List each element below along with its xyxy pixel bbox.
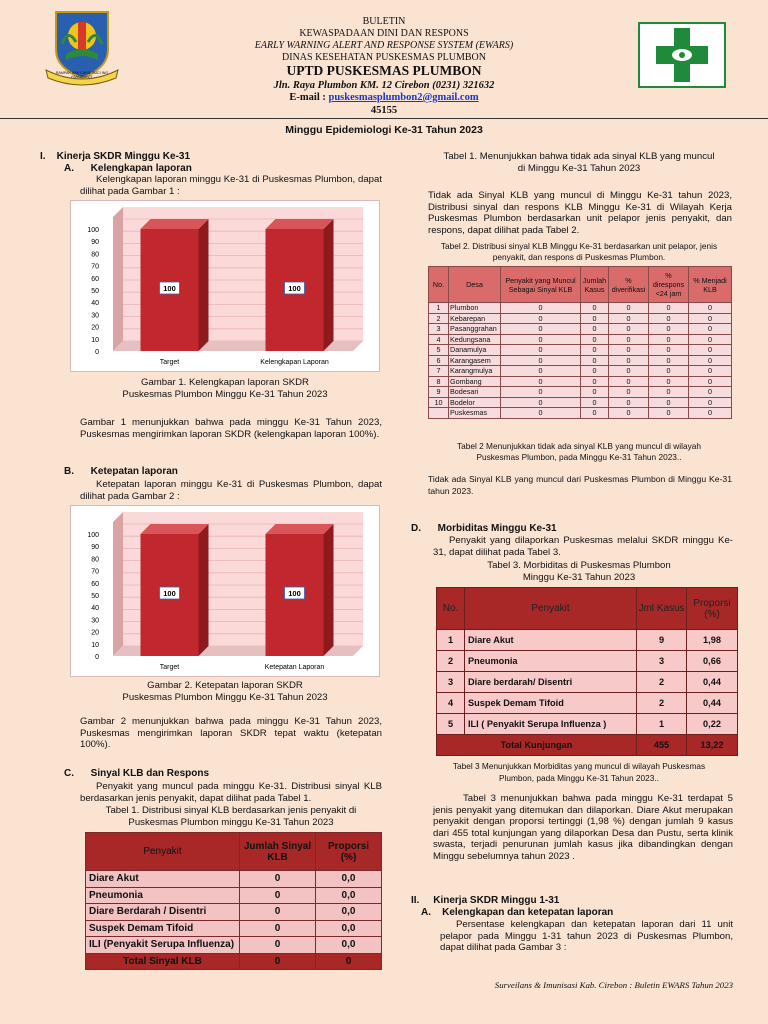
bulletin-label: BULETIN [362, 16, 406, 27]
t2-cell-no: 4 [429, 334, 449, 345]
chart-2-svg [71, 506, 381, 678]
t3-row [437, 651, 738, 672]
bulletin-subtitle: KEWASPADAAN DINI DAN RESPONS [299, 28, 469, 39]
t2-cell-direspons: 0 [649, 376, 689, 387]
t1-cell-proporsi: 0,0 [316, 920, 382, 937]
t3-cell-penyakit: Diare berdarah/ Disentri [465, 672, 637, 693]
t1-row [86, 871, 382, 888]
t1-cell-proporsi: 0,0 [316, 937, 382, 954]
chart-1-svg [71, 201, 381, 373]
t3-cell-jml: 1 [637, 714, 687, 735]
t2-cell-diverifikasi: 0 [609, 313, 649, 324]
t1-total-value: 0 [240, 953, 316, 970]
t3-row [437, 693, 738, 714]
right-paragraph-3: Tabel 3 menunjukkan bahwa pada minggu Ke-31 terdapat 5 jenis penyakit yang ditemukan dan dilaporkan. Diare Akut merupakan penyakit dengan proporsi tertinggi (1,98 %) dengan jumlah 9 kasus dari 455 total kunjungan yang dilaporkan Desa dan Pustu, serta klinik swasta, terjadi penurunan jumlah kasus jika dibandingkan dengan Minggu sebelumnya tahun 2023 . [433, 793, 733, 862]
week-title: Minggu Epidemiologi Ke-31 Tahun 2023 [285, 124, 483, 136]
t2-cell-jumlah: 0 [581, 313, 609, 324]
t2-cell-jumlah: 0 [581, 334, 609, 345]
chart-ytick-label: 40 [91, 605, 99, 613]
t1-header-proporsi [316, 833, 382, 871]
chart-2 [70, 505, 380, 677]
t2-cell-no: 3 [429, 324, 449, 335]
chart-side-wall [113, 512, 123, 656]
t1-header-jumlah-line2: KLB [267, 851, 288, 863]
t3-row [437, 672, 738, 693]
t2-header-diverifikasi: % diverifikasi [609, 267, 649, 303]
postcode: 45155 [370, 105, 398, 116]
table-2 [428, 266, 732, 419]
chart-category-label: Target [159, 359, 180, 366]
t2-cell-penyakit: 0 [501, 355, 581, 366]
t2-cell-diverifikasi: 0 [609, 376, 649, 387]
t2-cell-desa: Danamulya [449, 345, 501, 356]
t1-cell-jumlah: 0 [240, 920, 316, 937]
chart-category-label: Ketepatan Laporan [264, 664, 325, 671]
chart-ytick-label: 60 [91, 580, 99, 588]
table1-caption-2: Puskesmas Plumbon minggu Ke-31 Tahun 2023 [128, 817, 334, 828]
t1-header-proporsi-line1: Proporsi [327, 840, 370, 852]
t2-cell-klb: 0 [689, 408, 732, 419]
t2-row [429, 397, 732, 408]
t2-cell-diverifikasi: 0 [609, 408, 649, 419]
chart-ytick-label: 80 [91, 556, 99, 564]
section-1-title: I. Kinerja SKDR Minggu Ke-31 [40, 151, 191, 162]
chart-ytick-label: 20 [91, 629, 99, 637]
chart-bar-side [199, 524, 209, 656]
t3-cell-proporsi: 1,98 [687, 630, 738, 651]
t3-cell-no: 4 [437, 693, 465, 714]
uptd-title: UPTD PUSKESMAS PLUMBON [286, 63, 482, 78]
chart-ytick-label: 60 [91, 275, 99, 283]
t2-note-1: Tabel 2 Menunjukkan tidak ada sinyal KLB yang muncul di wilayah [457, 441, 701, 451]
t2-row [429, 345, 732, 356]
t2-cell-no [429, 408, 449, 419]
chart-ytick-label: 90 [91, 239, 99, 247]
t2-cell-klb: 0 [689, 366, 732, 377]
t2-cell-no: 5 [429, 345, 449, 356]
t1-header-penyakit: Penyakit [86, 833, 240, 871]
t2-cell-diverifikasi: 0 [609, 366, 649, 377]
t3-cell-jml: 3 [637, 651, 687, 672]
t2-cell-penyakit: 0 [501, 313, 581, 324]
t2-cell-klb: 0 [689, 324, 732, 335]
t2-cell-jumlah: 0 [581, 324, 609, 335]
t2-cell-klb: 0 [689, 313, 732, 324]
chart-ytick-label: 20 [91, 324, 99, 332]
t2-cell-jumlah: 0 [581, 387, 609, 398]
chart-category-label: Target [159, 664, 180, 671]
t2-row [429, 376, 732, 387]
t1-cell-penyakit: Diare Akut [86, 871, 240, 888]
table2-caption-1: Tabel 2. Distribusi sinyal KLB Minggu Ke-31 berdasarkan unit pelapor, jenis [440, 241, 718, 251]
t2-cell-penyakit: 0 [501, 334, 581, 345]
footer: Surveilans & Imunisasi Kab. Cirebon : Buletin EWARS Tahun 2023 [494, 980, 733, 990]
t2-row [429, 313, 732, 324]
t1-cell-jumlah: 0 [240, 871, 316, 888]
t2-cell-klb: 0 [689, 303, 732, 314]
t2-cell-jumlah: 0 [581, 303, 609, 314]
chart-ytick-label: 100 [87, 532, 99, 539]
t1-cell-penyakit: Pneumonia [86, 887, 240, 904]
email-line [180, 92, 588, 103]
t1-cell-proporsi: 0,0 [316, 871, 382, 888]
header-divider [0, 118, 768, 119]
t1-cell-penyakit: Suspek Demam Tifoid [86, 920, 240, 937]
section-2-title: II. Kinerja SKDR Minggu 1-31 [411, 895, 560, 906]
email-label: E-mail : [289, 92, 329, 103]
dinas-title: DINAS KESEHATAN PUSKESMAS PLUMBON [282, 52, 486, 63]
t3-cell-penyakit: Diare Akut [465, 630, 637, 651]
t2-cell-penyakit: 0 [501, 345, 581, 356]
t3-cell-proporsi: 0,22 [687, 714, 738, 735]
t1-cell-jumlah: 0 [240, 887, 316, 904]
t1-cell-proporsi: 0,0 [316, 904, 382, 921]
table2-caption-2: penyakit, dan respons di Puskesmas Plumbon. [492, 252, 666, 262]
t2-cell-no: 9 [429, 387, 449, 398]
chart-bar-top [266, 524, 334, 534]
t1-row [86, 904, 382, 921]
chart-ytick-label: 10 [91, 336, 99, 344]
t2-cell-direspons: 0 [649, 334, 689, 345]
chart-ytick-label: 70 [91, 263, 99, 271]
chart-ytick-label: 80 [91, 251, 99, 259]
t3-total-label: Total Kunjungan [437, 735, 637, 756]
t1-row [86, 920, 382, 937]
section-a-text: Kelengkapan laporan minggu Ke-31 di Puskesmas Plumbon, dapat dilihat pada Gambar 1 : [80, 174, 382, 197]
chart-1 [70, 200, 380, 372]
fig1-caption-1: Gambar 1. Kelengkapan laporan SKDR [141, 377, 309, 388]
t2-cell-direspons: 0 [649, 387, 689, 398]
t2-cell-desa: Gombang [449, 376, 501, 387]
t2-cell-no: 8 [429, 376, 449, 387]
t3-cell-no: 3 [437, 672, 465, 693]
table-1 [85, 832, 382, 970]
t2-cell-jumlah: 0 [581, 345, 609, 356]
t2-cell-desa: Bodesari [449, 387, 501, 398]
chart-ytick-label: 100 [87, 227, 99, 234]
t2-cell-jumlah: 0 [581, 397, 609, 408]
t1-row [86, 937, 382, 954]
t2-header-direspons: % direspons <24 jam [649, 267, 689, 303]
section-d-title: D. Morbiditas Minggu Ke-31 [411, 523, 557, 534]
t2-cell-jumlah: 0 [581, 355, 609, 366]
chart-ytick-label: 10 [91, 641, 99, 649]
t3-header-jml: Jml Kasus [637, 588, 687, 630]
t2-row [429, 408, 732, 419]
t1-cell-jumlah: 0 [240, 937, 316, 954]
fig2-caption-1: Gambar 2. Ketepatan laporan SKDR [147, 680, 303, 691]
chart-category-label: Kelengkapan Laporan [260, 359, 329, 366]
t2-cell-klb: 0 [689, 387, 732, 398]
t2-cell-diverifikasi: 0 [609, 345, 649, 356]
t3-cell-proporsi: 0,44 [687, 693, 738, 714]
fig2-caption-2: Puskesmas Plumbon Minggu Ke-31 Tahun 2023 [122, 692, 328, 703]
t2-cell-diverifikasi: 0 [609, 355, 649, 366]
section-c-title: C. Sinyal KLB dan Respons [64, 768, 210, 779]
t2-header-penyakit: Penyakit yang Muncul Sebagai Sinyal KLB [501, 267, 581, 303]
chart-data-label: 100 [163, 284, 176, 293]
t3-cell-proporsi: 0,44 [687, 672, 738, 693]
table1-caption-1: Tabel 1. Distribusi sinyal KLB berdasarkan jenis penyakit di [105, 805, 357, 816]
t2-cell-direspons: 0 [649, 366, 689, 377]
t2-cell-klb: 0 [689, 376, 732, 387]
chart-ytick-label: 40 [91, 300, 99, 308]
chart-bar-side [199, 219, 209, 351]
cirebon-logo [42, 8, 122, 86]
chart-ytick-label: 30 [91, 312, 99, 320]
t2-cell-direspons: 0 [649, 324, 689, 335]
chart-data-label: 100 [163, 589, 176, 598]
t2-header-no: No. [429, 267, 449, 303]
t2-row [429, 355, 732, 366]
t2-cell-penyakit: 0 [501, 376, 581, 387]
section-2-text: Persentase kelengkapan dan ketepatan laporan dari 11 unit pelapor pada Minggu 1-31 tahun 2023 di Puskesmas Plumbon, dapat dilihat pada Gambar 3 : [440, 919, 733, 954]
t2-cell-desa: Pasanggrahan [449, 324, 501, 335]
t3-row [437, 714, 738, 735]
t2-cell-direspons: 0 [649, 313, 689, 324]
chart-ytick-label: 0 [95, 349, 99, 356]
t1-cell-jumlah: 0 [240, 904, 316, 921]
right-paragraph-2: Tidak ada Sinyal KLB yang muncul dari Puskesmas Plumbon di Minggu Ke-31 tahun 2023. [428, 474, 732, 496]
t2-cell-diverifikasi: 0 [609, 303, 649, 314]
t2-row [429, 387, 732, 398]
t2-cell-direspons: 0 [649, 355, 689, 366]
t2-cell-no: 10 [429, 397, 449, 408]
t2-cell-direspons: 0 [649, 397, 689, 408]
t1-cell-proporsi: 0,0 [316, 887, 382, 904]
t2-cell-klb: 0 [689, 345, 732, 356]
t2-cell-no: 6 [429, 355, 449, 366]
table3-caption-1: Tabel 3. Morbiditas di Puskesmas Plumbon [487, 560, 671, 571]
t2-header-jumlah: Jumlah Kasus [581, 267, 609, 303]
fig1-caption-2: Puskesmas Plumbon Minggu Ke-31 Tahun 2023 [122, 389, 328, 400]
t2-cell-direspons: 0 [649, 303, 689, 314]
section-b-title: B. Ketepatan laporan [64, 466, 178, 477]
t3-cell-no: 5 [437, 714, 465, 735]
t2-cell-penyakit: 0 [501, 408, 581, 419]
address: Jln. Raya Plumbon KM. 12 Cirebon (0231) 321632 [273, 80, 495, 91]
chart-ytick-label: 0 [95, 654, 99, 661]
t2-note-2: Puskesmas Plumbon, pada Minggu Ke-31 Tahun 2023.. [476, 452, 682, 462]
t2-cell-penyakit: 0 [501, 366, 581, 377]
chart-ytick-label: 50 [91, 593, 99, 600]
t2-cell-klb: 0 [689, 355, 732, 366]
t1-header-jumlah-line1: Jumlah Sinyal [243, 840, 312, 852]
t2-row [429, 334, 732, 345]
t3-header-penyakit: Penyakit [465, 588, 637, 630]
fig2-description: Gambar 2 menunjukkan bahwa pada minggu Ke-31 Tahun 2023, Puskesmas mengirimkan laporan SKDR tepat waktu (ketepatan 100%). [80, 716, 382, 751]
t3-cell-jml: 2 [637, 672, 687, 693]
chart-ytick-label: 50 [91, 288, 99, 295]
t2-cell-diverifikasi: 0 [609, 387, 649, 398]
section-c-text: Penyakit yang muncul pada minggu Ke-31. Distribusi sinyal KLB berdasarkan jenis penyakit, dapat dilihat pada Tabel 1. [80, 781, 382, 804]
t1-header-proporsi-line2: (%) [340, 851, 357, 863]
t2-cell-desa: Karangmulya [449, 366, 501, 377]
t2-cell-desa: Bodelor [449, 397, 501, 408]
t3-row [437, 630, 738, 651]
t2-cell-desa: Kedungsana [449, 334, 501, 345]
section-2a-title: A. Kelengkapan dan ketepatan laporan [421, 907, 614, 918]
t3-cell-jml: 9 [637, 630, 687, 651]
section-d-text: Penyakit yang dilaporkan Puskesmas melalui SKDR minggu Ke-31, dapat dilihat pada Tabel 3. [433, 535, 733, 558]
t1-row [86, 887, 382, 904]
chart-bar-side [324, 219, 334, 351]
t2-row [429, 366, 732, 377]
t2-cell-klb: 0 [689, 397, 732, 408]
t3-total-proporsi: 13,22 [687, 735, 738, 756]
t2-header-desa: Desa [449, 267, 501, 303]
t2-cell-direspons: 0 [649, 408, 689, 419]
chart-ytick-label: 30 [91, 617, 99, 625]
t1-note-2: di Minggu Ke-31 Tahun 2023 [517, 163, 641, 174]
t2-cell-penyakit: 0 [501, 387, 581, 398]
t2-cell-klb: 0 [689, 334, 732, 345]
t3-cell-no: 1 [437, 630, 465, 651]
logo-motto: RAMPAK NAK CAINE SUCI ING PANGRAWIT [55, 71, 109, 79]
t2-row [429, 324, 732, 335]
t3-cell-jml: 2 [637, 693, 687, 714]
t3-note-1: Tabel 3 Menunjukkan Morbiditas yang muncul di wilayah Puskesmas [452, 761, 706, 771]
section-a-title: A. Kelengkapan laporan [64, 163, 192, 174]
ewars-title: EARLY WARNING ALERT AND RESPONSE SYSTEM (EWARS) [254, 40, 514, 51]
t1-cell-penyakit: Diare Berdarah / Disentri [86, 904, 240, 921]
chart-ytick-label: 90 [91, 544, 99, 552]
table-3 [436, 587, 738, 756]
right-paragraph-1: Tidak ada Sinyal KLB yang muncul di Minggu Ke-31 tahun 2023, Distribusi sinyal dan respons KLB Minggu Ke-31 di Wilayah Kerja Puskesmas Plumbon berdasarkan unit pelapor jenis penyakit, dan respons, dapat dilihat pada Tabel 2. [428, 190, 732, 236]
t2-cell-penyakit: 0 [501, 397, 581, 408]
t3-cell-penyakit: Pneumonia [465, 651, 637, 672]
chart-bar-side [324, 524, 334, 656]
chart-bar-top [141, 524, 209, 534]
t2-cell-desa: Karangasem [449, 355, 501, 366]
t3-cell-penyakit: ILI ( Penyakit Serupa Influenza ) [465, 714, 637, 735]
t3-cell-proporsi: 0,66 [687, 651, 738, 672]
t2-row [429, 303, 732, 314]
chart-data-label: 100 [288, 589, 301, 598]
t3-header-no: No. [437, 588, 465, 630]
chart-data-label: 100 [288, 284, 301, 293]
t2-cell-desa: Kebarepan [449, 313, 501, 324]
t2-cell-diverifikasi: 0 [609, 324, 649, 335]
t2-cell-desa: Puskesmas [449, 408, 501, 419]
chart-bar-top [266, 219, 334, 229]
t2-cell-jumlah: 0 [581, 408, 609, 419]
t2-cell-no: 1 [429, 303, 449, 314]
t2-cell-no: 2 [429, 313, 449, 324]
t2-cell-no: 7 [429, 366, 449, 377]
fig1-description: Gambar 1 menunjukkan bahwa pada minggu Ke-31 Tahun 2023, Puskesmas mengirimkan laporan SKDR (kelengkapan laporan 100%). [80, 417, 382, 440]
t3-cell-no: 2 [437, 651, 465, 672]
t2-cell-diverifikasi: 0 [609, 397, 649, 408]
t2-cell-jumlah: 0 [581, 366, 609, 377]
t2-cell-penyakit: 0 [501, 324, 581, 335]
table3-caption-2: Minggu Ke-31 Tahun 2023 [522, 572, 636, 583]
t3-header-proporsi: Proporsi (%) [687, 588, 738, 630]
t1-cell-penyakit: ILI (Penyakit Serupa Influenza) [86, 937, 240, 954]
chart-ytick-label: 70 [91, 568, 99, 576]
t3-note-2: Plumbon, pada Minggu Ke-31 Tahun 2023.. [499, 773, 659, 783]
t2-header-klb: % Menjadi KLB [689, 267, 732, 303]
chart-bar-top [141, 219, 209, 229]
puskesmas-logo [638, 22, 726, 88]
t2-cell-penyakit: 0 [501, 303, 581, 314]
section-b-text: Ketepatan laporan minggu Ke-31 di Puskesmas Plumbon, dapat dilihat pada Gambar 2 : [80, 479, 382, 502]
t2-cell-direspons: 0 [649, 345, 689, 356]
t1-total-proporsi: 0 [316, 953, 382, 970]
chart-side-wall [113, 207, 123, 351]
t1-header-jumlah [240, 833, 316, 871]
t1-note-1: Tabel 1. Menunjukkan bahwa tidak ada sinyal KLB yang muncul [443, 151, 715, 162]
t3-total-value: 455 [637, 735, 687, 756]
t1-total-label: Total Sinyal KLB [86, 953, 240, 970]
t2-cell-desa: Plumbon [449, 303, 501, 314]
t3-cell-penyakit: Suspek Demam Tifoid [465, 693, 637, 714]
t2-cell-diverifikasi: 0 [609, 334, 649, 345]
email-link[interactable]: puskesmasplumbon2@gmail.com [328, 92, 479, 103]
t2-cell-jumlah: 0 [581, 376, 609, 387]
